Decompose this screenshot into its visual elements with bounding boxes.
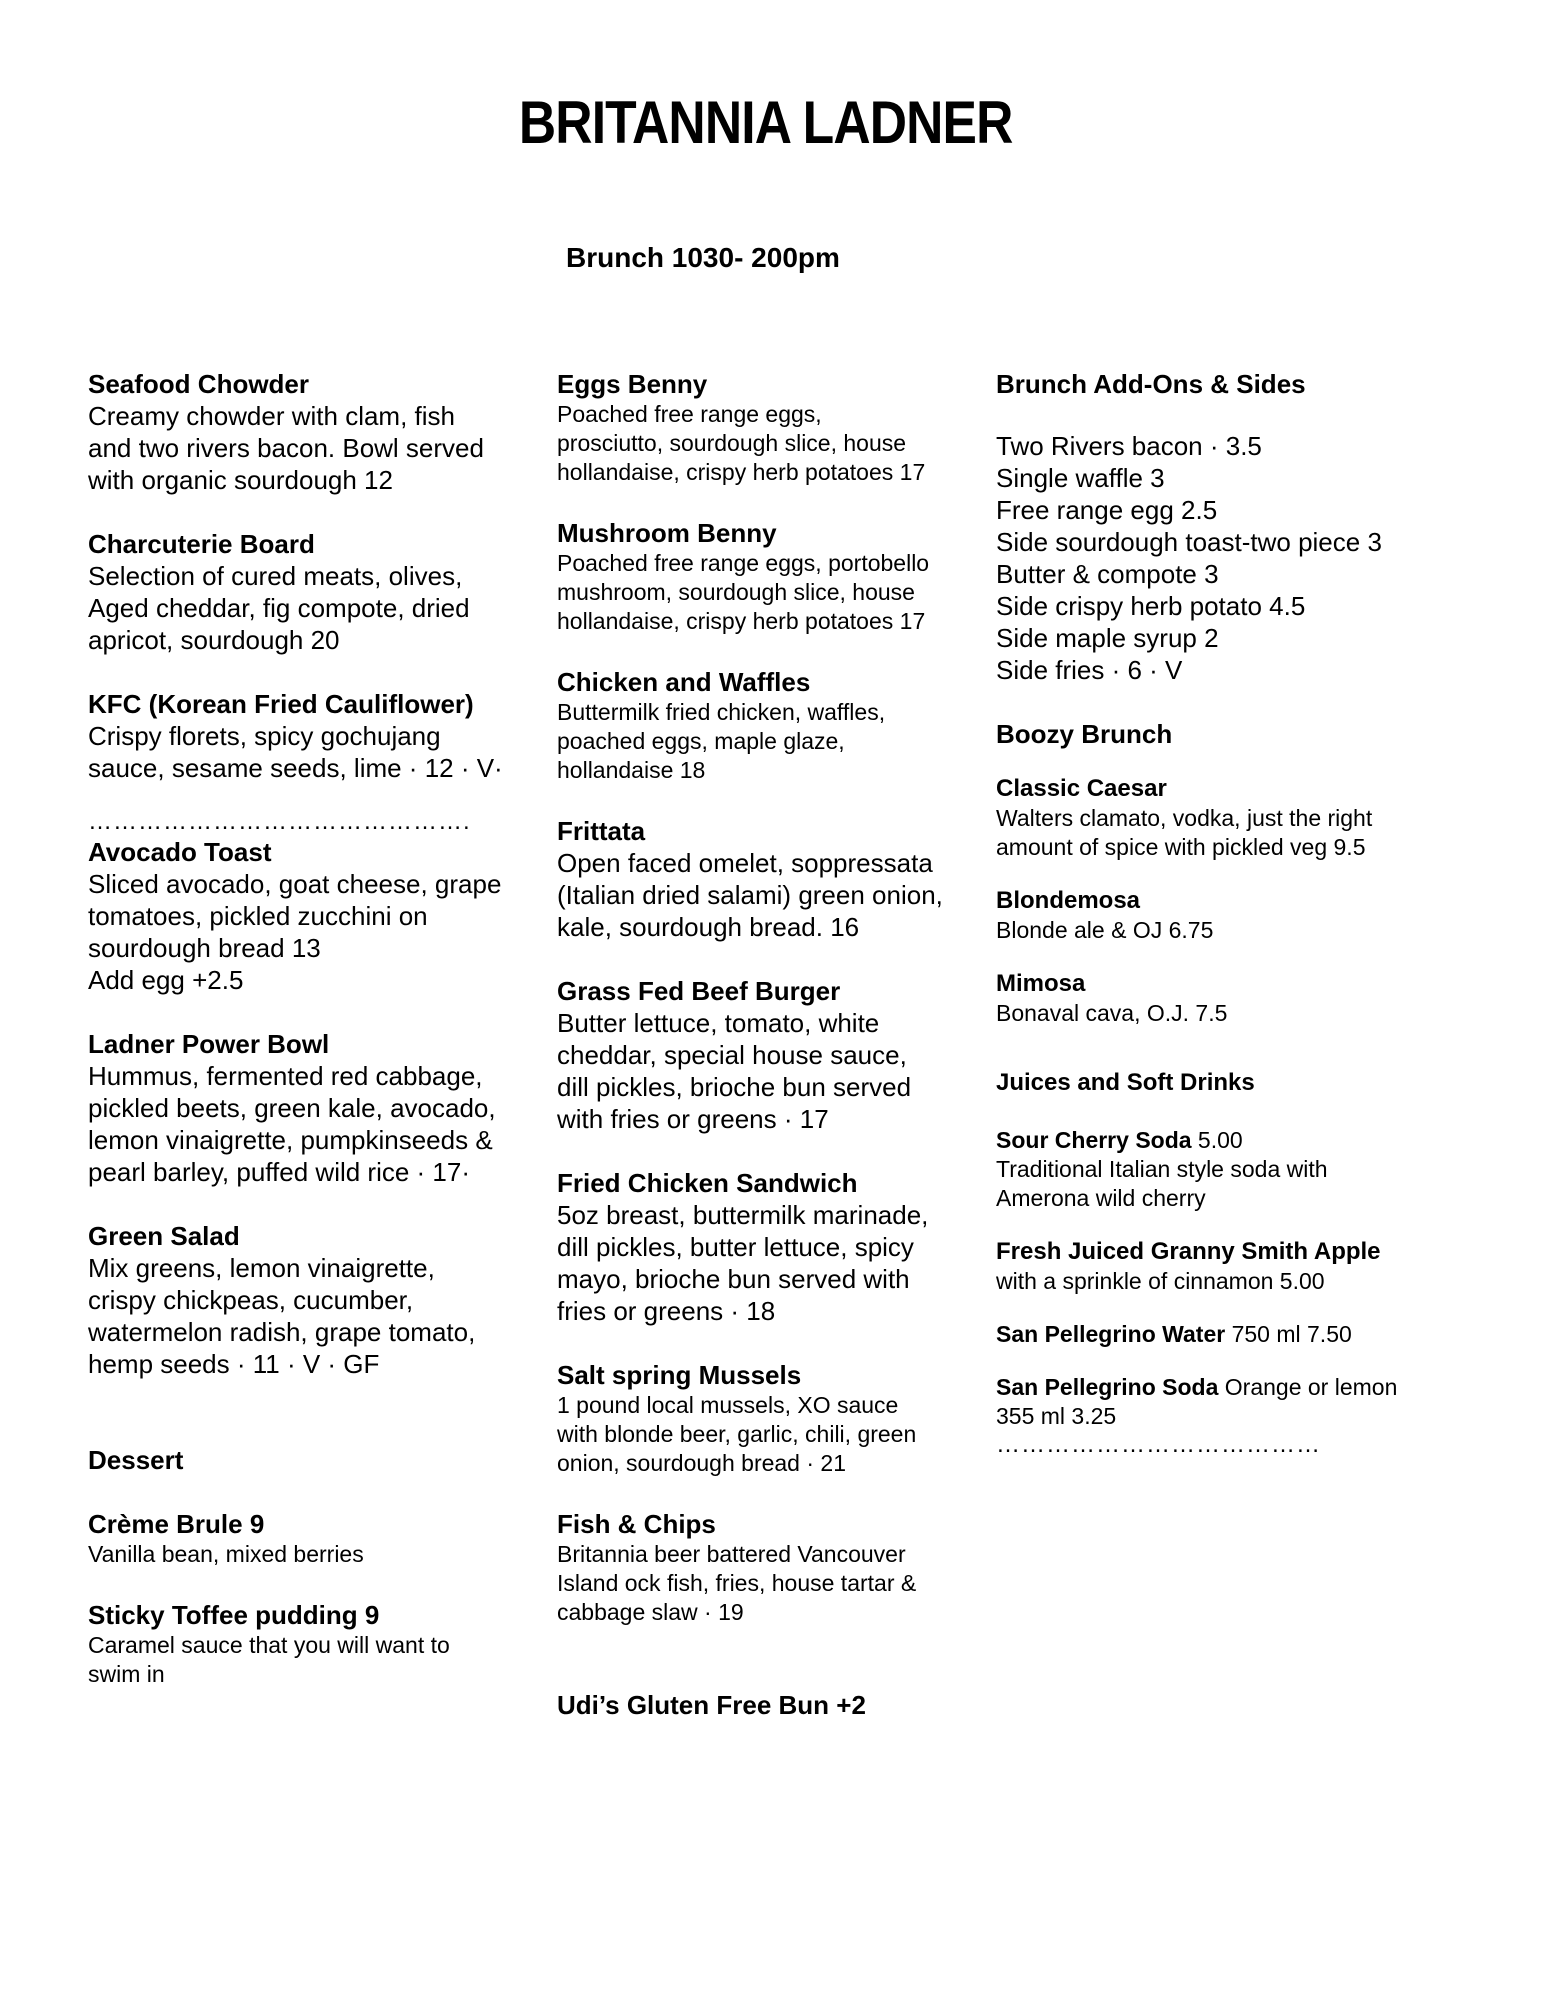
item-description: 1 pound local mussels, XO sauce <box>557 1392 899 1418</box>
item-description: 355 ml 3.25 <box>996 1403 1117 1429</box>
item-name: Mushroom Benny <box>557 518 777 548</box>
item-description: Buttermilk fried chicken, waffles, <box>557 699 886 725</box>
list-item: Single waffle 3 <box>996 463 1165 493</box>
item-name: Eggs Benny <box>557 369 708 399</box>
item-description: with fries or greens · 17 <box>557 1104 829 1134</box>
item-name: Grass Fed Beef Burger <box>557 976 841 1006</box>
section-title-addons: Brunch Add-Ons & Sides <box>996 369 1306 399</box>
dotted-divider: ………………………………… <box>996 1431 1321 1458</box>
item-description: poached eggs, maple glaze, <box>557 728 845 754</box>
item-description: fries or greens · 18 <box>557 1296 776 1326</box>
item-description: crispy chickpeas, cucumber, <box>88 1285 414 1315</box>
menu-item-sticky-toffee <box>88 1599 548 1689</box>
menu-item-sour-cherry-soda <box>996 1126 1466 1213</box>
item-name: Sour Cherry Soda <box>996 1127 1192 1153</box>
menu-item-classic-caesar <box>996 774 1466 862</box>
item-name: Fresh Juiced Granny Smith Apple <box>996 1238 1381 1265</box>
item-name: San Pellegrino Soda <box>996 1374 1219 1400</box>
menu-item-creme-brule <box>88 1508 548 1569</box>
item-name: Frittata <box>557 816 646 846</box>
item-name: San Pellegrino Water <box>996 1321 1226 1347</box>
item-description: mushroom, sourdough slice, house <box>557 579 915 605</box>
item-name: Seafood Chowder <box>88 369 310 399</box>
list-item: Free range egg 2.5 <box>996 495 1218 525</box>
item-description: Aged cheddar, fig compote, dried <box>88 593 470 623</box>
item-description: hollandaise 18 <box>557 757 706 783</box>
item-description: Blonde ale & OJ 6.75 <box>996 917 1214 943</box>
item-description: cheddar, special house sauce, <box>557 1040 907 1070</box>
item-description: 5oz breast, buttermilk marinade, <box>557 1200 929 1230</box>
menu-item-pellegrino-water <box>996 1320 1466 1349</box>
list-item: Side maple syrup 2 <box>996 623 1219 653</box>
item-description: sauce, sesame seeds, lime · 12 · V· <box>88 753 503 783</box>
item-description: onion, sourdough bread · 21 <box>557 1450 846 1476</box>
item-description: pearl barley, puffed wild rice · 17· <box>88 1157 471 1187</box>
dotted-divider: ………………………………………. <box>88 808 471 835</box>
item-name: Crème Brule 9 <box>88 1509 265 1539</box>
menu-item-pellegrino-soda <box>996 1373 1466 1431</box>
item-price: 5.00 <box>1191 1127 1243 1153</box>
item-name: Blondemosa <box>996 887 1141 914</box>
item-name: Mimosa <box>996 970 1086 997</box>
item-description: watermelon radish, grape tomato, <box>88 1317 476 1347</box>
item-description: hemp seeds · 11 · V · GF <box>88 1349 380 1379</box>
item-description: hollandaise, crispy herb potatoes 17 <box>557 459 926 485</box>
item-description: (Italian dried salami) green onion, <box>557 880 943 910</box>
item-description: Walters clamato, vodka, just the right <box>996 805 1373 831</box>
menu-item-power-bowl <box>88 1028 548 1188</box>
item-description: pickled beets, green kale, avocado, <box>88 1093 496 1123</box>
item-name: Fried Chicken Sandwich <box>557 1168 858 1198</box>
menu-item-charcuterie <box>88 528 548 656</box>
menu-item-eggs-benny <box>557 368 997 487</box>
item-description: Caramel sauce that you will want to <box>88 1632 450 1658</box>
item-description: Hummus, fermented red cabbage, <box>88 1061 483 1091</box>
menu-item-chicken-waffles <box>557 666 997 785</box>
item-description: Britannia beer battered Vancouver <box>557 1541 906 1567</box>
item-name: Salt spring Mussels <box>557 1360 802 1390</box>
menu-column-left <box>88 368 548 1689</box>
item-name: Classic Caesar <box>996 775 1167 802</box>
section-title-boozy: Boozy Brunch <box>996 719 1173 749</box>
item-description: sourdough bread 13 <box>88 933 321 963</box>
item-name: Chicken and Waffles <box>557 667 811 697</box>
item-description: Vanilla bean, mixed berries <box>88 1541 364 1567</box>
item-description: Traditional Italian style soda with <box>996 1156 1328 1182</box>
addons-list <box>996 430 1466 686</box>
item-description: Creamy chowder with clam, fish <box>88 401 455 431</box>
menu-item-avocado-toast <box>88 836 548 996</box>
gluten-free-bun-note: Udi’s Gluten Free Bun +2 <box>557 1690 866 1720</box>
item-name: Sticky Toffee pudding 9 <box>88 1600 380 1630</box>
item-name: Avocado Toast <box>88 837 272 867</box>
section-title-dessert: Dessert <box>88 1445 184 1475</box>
menu-item-fish-chips <box>557 1508 997 1627</box>
item-description: dill pickles, butter lettuce, spicy <box>557 1232 914 1262</box>
menu-column-middle <box>557 368 997 1721</box>
item-description: hollandaise, crispy herb potatoes 17 <box>557 608 926 634</box>
item-description: Add egg +2.5 <box>88 965 244 995</box>
menu-item-granny-smith <box>996 1237 1466 1296</box>
item-detail: 750 ml 7.50 <box>1225 1321 1352 1347</box>
list-item: Side crispy herb potato 4.5 <box>996 591 1306 621</box>
item-description: Mix greens, lemon vinaigrette, <box>88 1253 435 1283</box>
menu-item-mushroom-benny <box>557 517 997 636</box>
item-description: Sliced avocado, goat cheese, grape <box>88 869 502 899</box>
menu-subtitle: Brunch 1030- 200pm <box>566 242 840 273</box>
menu-item-mimosa <box>996 969 1466 1028</box>
item-description: Selection of cured meats, olives, <box>88 561 463 591</box>
item-description: amount of spice with pickled veg 9.5 <box>996 834 1366 860</box>
item-description: Poached free range eggs, <box>557 401 822 427</box>
item-description: prosciutto, sourdough slice, house <box>557 430 907 456</box>
menu-column-right <box>996 368 1466 1459</box>
item-description: with a sprinkle of cinnamon 5.00 <box>996 1268 1325 1294</box>
item-description: Amerona wild cherry <box>996 1185 1206 1211</box>
item-description: apricot, sourdough 20 <box>88 625 340 655</box>
item-description: lemon vinaigrette, pumpkinseeds & <box>88 1125 493 1155</box>
restaurant-title: BRITANNIA LADNER <box>518 89 1013 156</box>
menu-item-blondemosa <box>996 886 1466 945</box>
item-description: Island ock fish, fries, house tartar & <box>557 1570 917 1596</box>
item-name: Fish & Chips <box>557 1509 716 1539</box>
item-description: cabbage slaw · 19 <box>557 1599 744 1625</box>
item-description: Butter lettuce, tomato, white <box>557 1008 880 1038</box>
item-description: Bonaval cava, O.J. 7.5 <box>996 1000 1228 1026</box>
menu-item-chicken-sandwich <box>557 1167 997 1327</box>
menu-item-green-salad <box>88 1220 548 1380</box>
item-name: KFC (Korean Fried Cauliflower) <box>88 689 474 719</box>
menu-item-kfc <box>88 688 548 784</box>
menu-item-beef-burger <box>557 975 997 1135</box>
list-item: Butter & compote 3 <box>996 559 1219 589</box>
item-detail: Orange or lemon <box>1218 1374 1398 1400</box>
item-name: Charcuterie Board <box>88 529 315 559</box>
item-description: Poached free range eggs, portobello <box>557 550 930 576</box>
menu-item-frittata <box>557 815 997 943</box>
item-description: swim in <box>88 1661 165 1687</box>
section-title-juices: Juices and Soft Drinks <box>996 1069 1255 1096</box>
menu-item-mussels <box>557 1359 997 1478</box>
item-description: and two rivers bacon. Bowl served <box>88 433 484 463</box>
item-name: Ladner Power Bowl <box>88 1029 330 1059</box>
item-description: kale, sourdough bread. 16 <box>557 912 860 942</box>
item-name: Green Salad <box>88 1221 240 1251</box>
item-description: Open faced omelet, soppressata <box>557 848 933 878</box>
item-description: with blonde beer, garlic, chili, green <box>557 1421 917 1447</box>
menu-item-seafood-chowder <box>88 368 548 496</box>
list-item: Side fries · 6 · V <box>996 655 1183 685</box>
list-item: Side sourdough toast-two piece 3 <box>996 527 1382 557</box>
item-description: with organic sourdough 12 <box>88 465 393 495</box>
item-description: Crispy florets, spicy gochujang <box>88 721 441 751</box>
item-description: dill pickles, brioche bun served <box>557 1072 912 1102</box>
item-description: tomatoes, pickled zucchini on <box>88 901 428 931</box>
item-description: mayo, brioche bun served with <box>557 1264 910 1294</box>
list-item: Two Rivers bacon · 3.5 <box>996 431 1262 461</box>
